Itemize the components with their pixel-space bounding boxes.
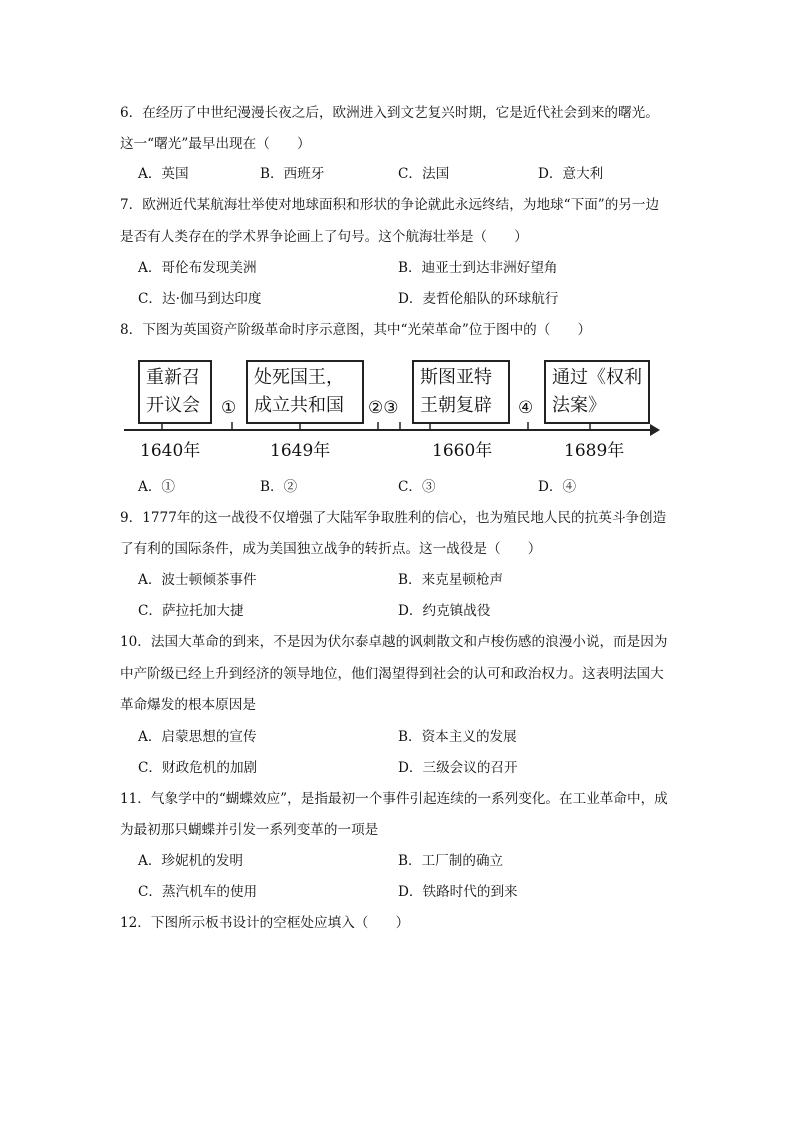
q7-stem-line1: 7．欧洲近代某航海壮举使对地球面积和形状的争论就此永远终结，为地球“下面”的另一边 — [120, 197, 660, 213]
q11-option-d[interactable]: D．铁路时代的到来 — [398, 884, 518, 900]
q11-stem-line2: 为最初那只蝴蝶并引发一系列变革的一项是 — [120, 822, 379, 838]
event-box-restoration-line1: 斯图亚特 — [420, 367, 492, 388]
q7-option-b[interactable]: B．迪亚士到达非洲好望角 — [398, 260, 558, 276]
q8-stem-line1: 8．下图为英国资产阶级革命时序示意图，其中“光荣革命”位于图中的（ ） — [120, 322, 592, 338]
q9-option-b[interactable]: B．来克星顿枪声 — [398, 572, 504, 588]
q8-option-d[interactable]: D．④ — [538, 479, 577, 495]
event-box-bill-of-rights-line2: 法案》 — [552, 395, 606, 416]
q9-option-a[interactable]: A．波士顿倾茶事件 — [138, 572, 257, 588]
event-box-republic-line2: 成立共和国 — [254, 395, 344, 416]
q6-stem-line2: 这一“曙光”最早出现在（ ） — [120, 136, 311, 152]
q10-stem-line3: 革命爆发的根本原因是 — [120, 697, 256, 713]
q6-stem-line1: 6．在经历了中世纪漫漫长夜之后，欧洲进入到文艺复兴时期，它是近代社会到来的曙光。 — [120, 105, 659, 121]
event-box-parliament — [138, 360, 212, 424]
q7-stem-line2: 是否有人类存在的学术界争论画上了句号。这个航海壮举是（ ） — [120, 229, 528, 245]
event-box-parliament-line1: 重新召 — [146, 367, 200, 388]
timeline-mark-4: ④ — [518, 398, 534, 418]
q6-option-c[interactable]: C．法国 — [398, 166, 450, 182]
q6-option-d[interactable]: D．意大利 — [538, 166, 604, 182]
q11-stem-line1: 11．气象学中的“蝴蝶效应”，是指最初一个事件引起连续的一系列变化。在工业革命中，成 — [120, 791, 668, 807]
q6-option-b[interactable]: B．西班牙 — [260, 166, 325, 182]
q10-stem-line1: 10．法国大革命的到来，不是因为伏尔泰卓越的讽刺散文和卢梭伤感的浪漫小说，而是因为 — [120, 634, 668, 650]
event-box-restoration-line2: 王朝复辟 — [420, 395, 492, 416]
q8-option-c[interactable]: C．③ — [398, 479, 436, 495]
q12-stem-line1: 12．下图所示板书设计的空框处应填入（ ） — [120, 915, 410, 931]
event-box-bill-of-rights — [544, 360, 650, 424]
timeline-arrow-head — [650, 424, 660, 436]
q9-option-d[interactable]: D．约克镇战役 — [398, 603, 491, 619]
q9-stem-line2: 了有利的国际条件，成为美国独立战争的转折点。这一战役是（ ） — [120, 541, 542, 557]
q7-option-c[interactable]: C．达·伽马到达印度 — [138, 291, 262, 307]
q8-option-a[interactable]: A．① — [138, 479, 176, 495]
event-box-bill-of-rights-line1: 通过《权利 — [552, 367, 642, 388]
timeline-mark-1: ① — [221, 398, 237, 418]
q7-option-a[interactable]: A．哥伦布发现美洲 — [138, 260, 257, 276]
q11-option-b[interactable]: B．工厂制的确立 — [398, 853, 504, 869]
event-box-restoration — [412, 360, 510, 424]
q9-option-c[interactable]: C．萨拉托加大捷 — [138, 603, 244, 619]
event-box-republic — [246, 360, 364, 424]
event-box-parliament-line2: 开议会 — [146, 395, 200, 416]
q10-option-d[interactable]: D．三级会议的召开 — [398, 760, 518, 776]
year-label-1689: 1689年 — [564, 441, 625, 461]
q6-option-a[interactable]: A．英国 — [138, 166, 189, 182]
q7-option-d[interactable]: D．麦哲伦船队的环球航行 — [398, 291, 559, 307]
year-label-1649: 1649年 — [270, 441, 331, 461]
year-label-1660: 1660年 — [432, 441, 493, 461]
q10-stem-line2: 中产阶级已经上升到经济的领导地位，他们渴望得到社会的认可和政治权力。这表明法国大 — [120, 666, 664, 682]
q8-option-b[interactable]: B．② — [260, 479, 298, 495]
q10-option-c[interactable]: C．财政危机的加剧 — [138, 760, 258, 776]
event-box-republic-line1: 处死国王， — [254, 367, 344, 388]
q11-option-c[interactable]: C．蒸汽机车的使用 — [138, 884, 258, 900]
timeline-mark-2-3: ②③ — [368, 398, 399, 418]
q10-option-a[interactable]: A．启蒙思想的宣传 — [138, 729, 257, 745]
q9-stem-line1: 9．1777年的这一战役不仅增强了大陆军争取胜利的信心，也为殖民地人民的抗英斗争创造 — [120, 510, 667, 526]
q10-option-b[interactable]: B．资本主义的发展 — [398, 729, 517, 745]
q11-option-a[interactable]: A．珍妮机的发明 — [138, 853, 243, 869]
year-label-1640: 1640年 — [140, 441, 201, 461]
revolution-timeline-figure — [120, 352, 660, 462]
